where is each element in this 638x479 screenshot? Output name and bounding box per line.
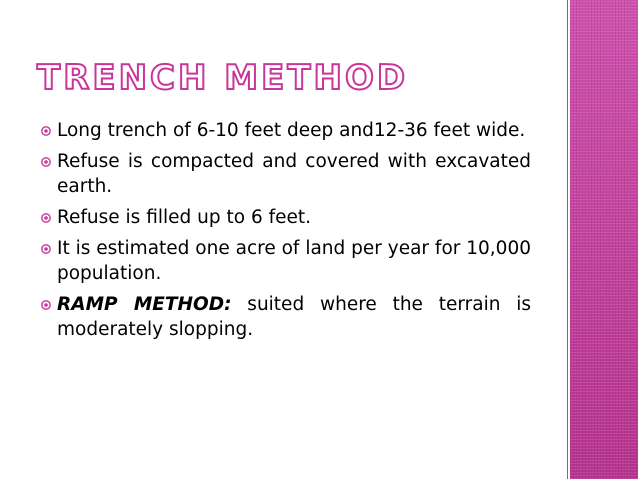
bullet-emphasis: RAMP METHOD: <box>57 294 232 315</box>
list-item <box>41 236 531 286</box>
target-bullet-icon <box>41 126 51 136</box>
target-bullet-icon <box>41 157 51 167</box>
bullet-text: suited where the terrain is moderately slopping. <box>57 294 532 340</box>
slide-title: TRENCH METHOD <box>37 58 409 98</box>
target-bullet-icon <box>41 300 51 310</box>
list-item <box>41 205 531 230</box>
list-item <box>41 149 531 199</box>
bullet-list <box>41 118 531 348</box>
target-bullet-icon <box>41 213 51 223</box>
bullet-text: Long trench of 6-10 feet deep and12-36 feet wide. <box>57 120 526 141</box>
bullet-text: Refuse is compacted and covered with excavated earth. <box>57 151 531 197</box>
decorative-side-stripe <box>570 0 638 479</box>
list-item <box>41 118 531 143</box>
list-item <box>41 292 531 342</box>
target-bullet-icon <box>41 244 51 254</box>
side-divider <box>567 0 568 479</box>
bullet-text: It is estimated one acre of land per year for 10,000 population. <box>57 238 531 284</box>
bullet-text: Refuse is filled up to 6 feet. <box>57 207 312 228</box>
